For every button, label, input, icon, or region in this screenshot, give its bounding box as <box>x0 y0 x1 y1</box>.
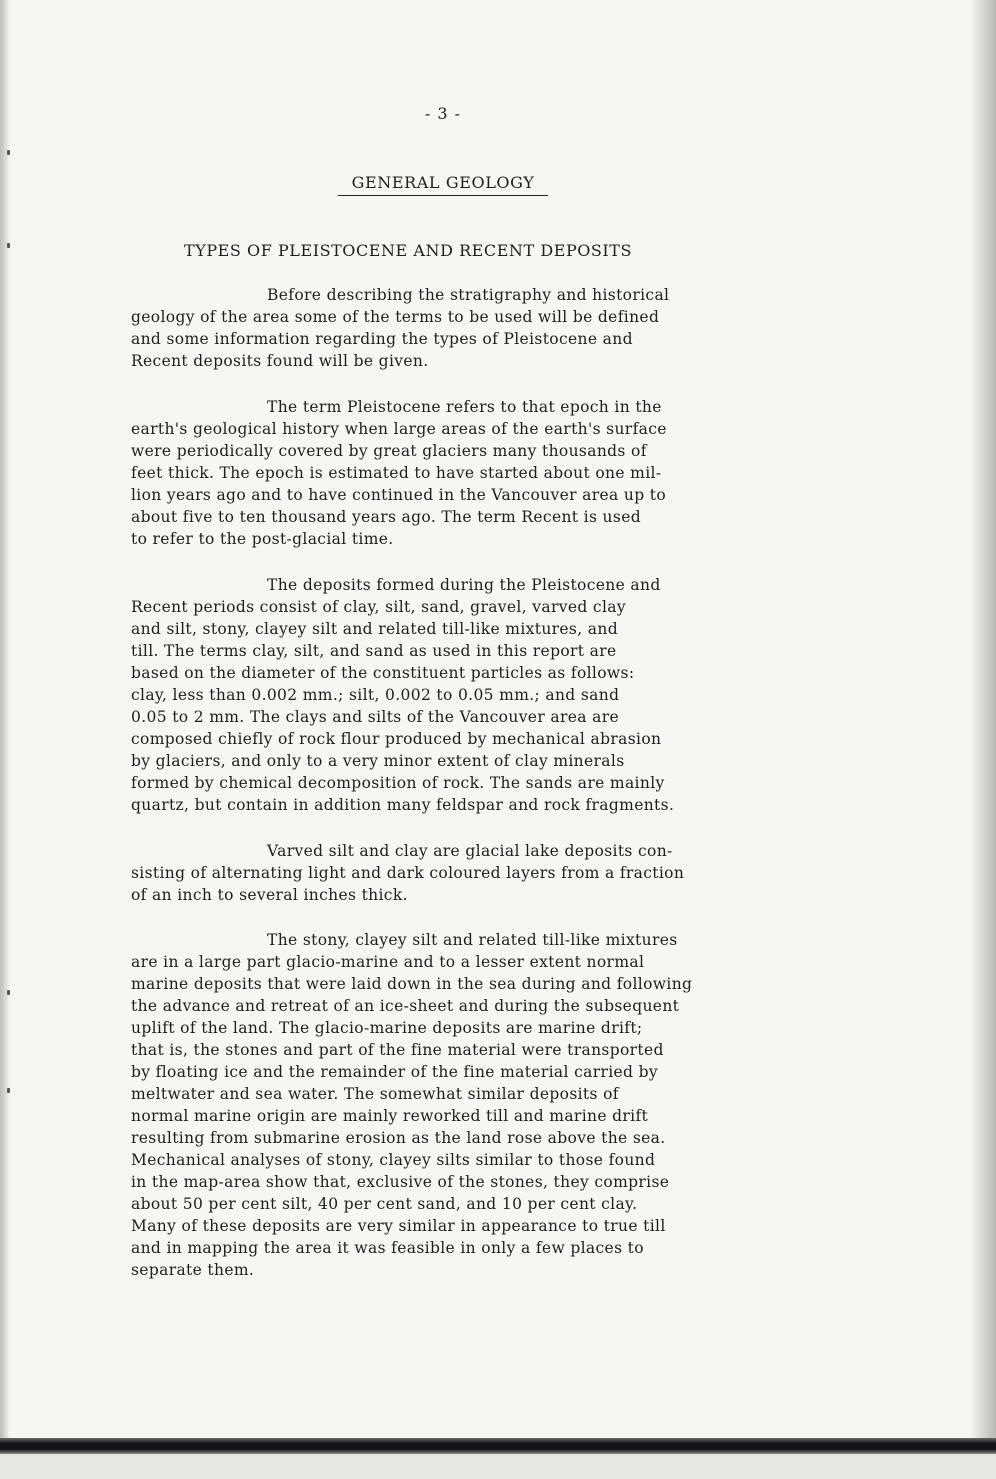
text-line: about 50 per cent silt, 40 per cent sand, and 10 per cent clay. <box>131 1195 638 1213</box>
text-line: Before describing the stratigraphy and historical <box>267 286 670 304</box>
text-line: geology of the area some of the terms to be used will be defined <box>131 308 660 326</box>
text-line: Mechanical analyses of stony, clayey silts similar to those found <box>131 1151 656 1169</box>
paragraph-pleistocene-definition <box>131 396 801 550</box>
text-line: Recent periods consist of clay, silt, sand, gravel, varved clay <box>131 598 626 616</box>
text-line: separate them. <box>131 1261 255 1279</box>
text-line: by floating ice and the remainder of the fine material carried by <box>131 1063 658 1081</box>
binding-mark <box>7 243 10 248</box>
paragraph-definitions-intro <box>131 284 801 372</box>
text-line: marine deposits that were laid down in the sea during and following <box>131 975 693 993</box>
text-line: quartz, but contain in addition many feldspar and rock fragments. <box>131 796 675 814</box>
text-line: till. The terms clay, silt, and sand as used in this report are <box>131 642 617 660</box>
text-line: 0.05 to 2 mm. The clays and silts of the Vancouver area are <box>131 708 619 726</box>
text-line: The deposits formed during the Pleistocene and <box>267 576 661 594</box>
page-number: - 3 - <box>424 104 462 123</box>
text-line: feet thick. The epoch is estimated to have started about one mil- <box>131 464 662 482</box>
text-line: of an inch to several inches thick. <box>131 886 408 904</box>
text-line: uplift of the land. The glacio-marine deposits are marine drift; <box>131 1019 643 1037</box>
text-line: to refer to the post-glacial time. <box>131 530 394 548</box>
text-line: the advance and retreat of an ice-sheet and during the subsequent <box>131 997 680 1015</box>
text-line: The term Pleistocene refers to that epoch in the <box>267 398 662 416</box>
text-line: resulting from submarine erosion as the land rose above the sea. <box>131 1129 666 1147</box>
text-line: Many of these deposits are very similar in appearance to true till <box>131 1217 666 1235</box>
scan-bottom-edge <box>0 1438 996 1454</box>
text-line: composed chiefly of rock flour produced by mechanical abrasion <box>131 730 662 748</box>
text-line: normal marine origin are mainly reworked till and marine drift <box>131 1107 649 1125</box>
page-right-edge <box>970 0 996 1479</box>
paragraph-stony-clayey-silt <box>131 929 801 1281</box>
text-line: about five to ten thousand years ago. The term Recent is used <box>131 508 641 526</box>
text-line: formed by chemical decomposition of rock. The sands are mainly <box>131 774 665 792</box>
text-line: clay, less than 0.002 mm.; silt, 0.002 to 0.05 mm.; and sand <box>131 686 620 704</box>
text-line: meltwater and sea water. The somewhat similar deposits of <box>131 1085 619 1103</box>
text-line: by glaciers, and only to a very minor extent of clay minerals <box>131 752 625 770</box>
sub-heading: TYPES OF PLEISTOCENE AND RECENT DEPOSITS <box>184 241 633 260</box>
text-line: lion years ago and to have continued in the Vancouver area up to <box>131 486 667 504</box>
binding-mark <box>7 990 10 995</box>
text-line: based on the diameter of the constituent particles as follows: <box>131 664 635 682</box>
text-line: Recent deposits found will be given. <box>131 352 429 370</box>
paragraph-varved-silt <box>131 840 801 906</box>
text-line: The stony, clayey silt and related till-like mixtures <box>267 931 678 949</box>
text-line: that is, the stones and part of the fine material were transported <box>131 1041 664 1059</box>
next-page-edge <box>0 1454 996 1479</box>
paragraph-deposit-types <box>131 574 801 816</box>
binding-mark <box>7 1088 10 1093</box>
binding-mark <box>7 150 10 155</box>
text-line: Varved silt and clay are glacial lake deposits con- <box>267 842 673 860</box>
text-line: and silt, stony, clayey silt and related till-like mixtures, and <box>131 620 618 638</box>
text-line: earth's geological history when large areas of the earth's surface <box>131 420 667 438</box>
text-line: and in mapping the area it was feasible in only a few places to <box>131 1239 644 1257</box>
text-line: in the map-area show that, exclusive of the stones, they comprise <box>131 1173 670 1191</box>
text-line: were periodically covered by great glaciers many thousands of <box>131 442 647 460</box>
text-line: are in a large part glacio-marine and to a lesser extent normal <box>131 953 645 971</box>
text-line: and some information regarding the types of Pleistocene and <box>131 330 633 348</box>
section-heading: GENERAL GEOLOGY <box>338 173 548 196</box>
page-left-edge <box>0 0 10 1479</box>
text-line: sisting of alternating light and dark coloured layers from a fraction <box>131 864 685 882</box>
